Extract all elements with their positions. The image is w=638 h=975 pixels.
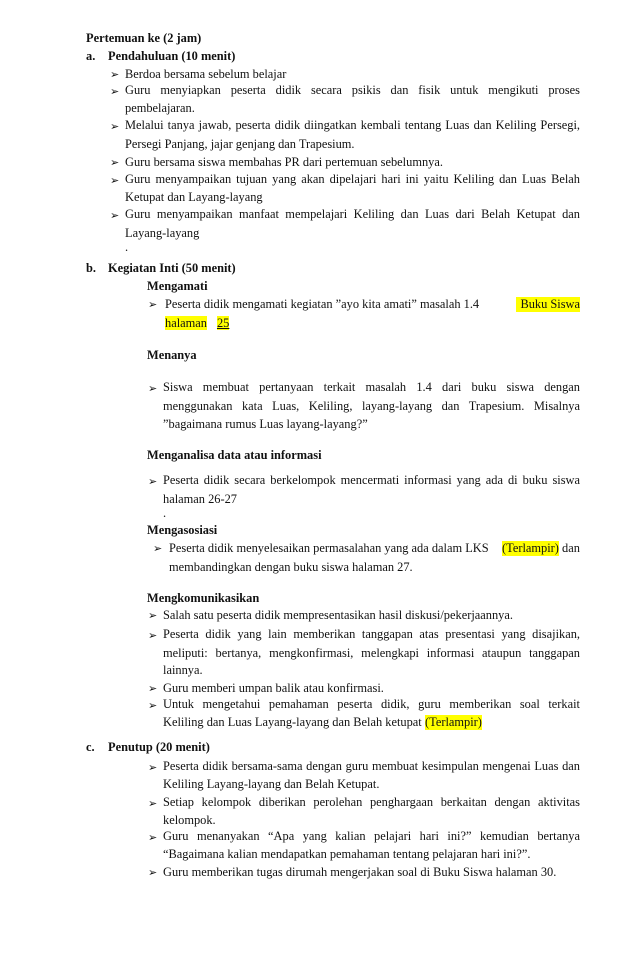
mengamati-heading: Mengamati (147, 279, 208, 293)
penutup-bullet-3-line-2: “Bagaimana kalian mendapatkan pemahaman tentang pelajaran hari ini?”. (163, 847, 531, 861)
sec-a-bullet-5-line-1: Guru menyampaikan tujuan yang akan dipelajari hari ini yaitu Keliling dan Luas Belah (125, 172, 580, 186)
arrow-bullet-icon: ➢ (148, 382, 158, 395)
sec-a-bullet-2-line-1: Guru menyiapkan peserta didik secara psikis dan fisik untuk mengikuti proses (125, 83, 580, 97)
sec-a-bullet-5-line-2: Ketupat dan Layang-layang (125, 190, 263, 204)
mengasosiasi-line-1-text: Peserta didik menyelesaikan permasalahan yang ada dalam LKS (169, 541, 489, 555)
section-b-label: b. (86, 261, 96, 275)
mengamati-line-1 (165, 297, 479, 312)
menganalisa-line-1: Peserta didik secara berkelompok mencermati informasi yang ada di buku siswa (163, 473, 580, 487)
penutup-bullet-2-line-2: kelompok. (163, 813, 216, 827)
highlight-terlampir-lks: (Terlampir) (502, 541, 559, 555)
menganalisa-line-2: halaman 26-27 (163, 492, 237, 506)
mengkomunikasikan-bullet-2-line-3: lainnya. (163, 663, 203, 677)
mengamati-text: Peserta didik mengamati kegiatan ”ayo kita amati” masalah 1.4 (165, 297, 480, 311)
meeting-title: Pertemuan ke (2 jam) (86, 31, 202, 45)
penutup-bullet-4: Guru memberikan tugas dirumah mengerjakan soal di Buku Siswa halaman 30. (163, 865, 557, 879)
section-c-title: Penutup (20 menit) (108, 740, 210, 754)
highlight-buku-siswa: Buku Siswa (516, 297, 580, 312)
arrow-bullet-icon: ➢ (148, 682, 158, 695)
highlight-halaman: halaman (165, 316, 207, 330)
menanya-heading: Menanya (147, 348, 197, 362)
mengasosiasi-line-1-tail: dan (562, 541, 580, 555)
sec-a-bullet-2-line-2: pembelajaran. (125, 101, 195, 115)
sec-a-dot: . (125, 240, 129, 254)
sec-a-bullet-3-line-1: Melalui tanya jawab, peserta didik diingatkan kembali tentang Luas dan Keliling Persegi, (125, 118, 580, 132)
arrow-bullet-icon: ➢ (148, 629, 158, 642)
mengasosiasi-line-2: membandingkan dengan buku siswa halaman 27. (169, 560, 413, 574)
sec-a-bullet-6-line-1: Guru menyampaikan manfaat mempelajari Keliling dan Luas dari Belah Ketupat dan (125, 207, 580, 221)
section-a-label: a. (86, 49, 96, 63)
arrow-bullet-icon: ➢ (153, 542, 163, 555)
highlight-page-25: 25 (216, 316, 230, 330)
arrow-bullet-icon: ➢ (148, 699, 158, 712)
arrow-bullet-icon: ➢ (110, 85, 120, 98)
sec-a-bullet-1: Berdoa bersama sebelum belajar (125, 67, 287, 81)
menganalisa-heading: Menganalisa data atau informasi (147, 448, 322, 462)
arrow-bullet-icon: ➢ (148, 475, 158, 488)
arrow-bullet-icon: ➢ (110, 120, 120, 133)
mengkomunikasikan-bullet-2-line-2: meliputi: bertanya, mengkonfirmasi, melengkapi informasi ataupun tanggapan (163, 646, 580, 660)
arrow-bullet-icon: ➢ (110, 209, 120, 222)
menanya-line-3: ”bagaimana rumus Luas layang-layang?” (163, 417, 368, 431)
mengamati-line-2 (165, 316, 229, 331)
sec-a-bullet-3-line-2: Persegi Panjang, jajar genjang dan Trapesium. (125, 137, 355, 151)
section-a-title: Pendahuluan (10 menit) (108, 49, 236, 63)
arrow-bullet-icon: ➢ (148, 797, 158, 810)
mengasosiasi-heading: Mengasosiasi (147, 523, 218, 537)
menanya-line-1: Siswa membuat pertanyaan terkait masalah 1.4 dari buku siswa dengan (163, 380, 580, 394)
penutup-bullet-1-line-1: Peserta didik bersama-sama dengan guru membuat kesimpulan mengenai Luas dan (163, 759, 580, 773)
section-c-label: c. (86, 740, 95, 754)
arrow-bullet-icon: ➢ (110, 174, 120, 187)
sec-a-bullet-4: Guru bersama siswa membahas PR dari pertemuan sebelumnya. (125, 155, 443, 169)
arrow-bullet-icon: ➢ (148, 831, 158, 844)
mengkomunikasikan-bullet-1: Salah satu peserta didik mempresentasikan hasil diskusi/pekerjaannya. (163, 608, 513, 622)
section-b-title: Kegiatan Inti (50 menit) (108, 261, 236, 275)
menganalisa-dot: . (163, 506, 167, 520)
arrow-bullet-icon: ➢ (110, 68, 120, 81)
sec-a-bullet-6-line-2: Layang-layang (125, 226, 200, 240)
mengkomunikasikan-heading: Mengkomunikasikan (147, 591, 260, 605)
penutup-bullet-1-line-2: Keliling Layang-layang dan Belah Ketupat. (163, 777, 380, 791)
menanya-line-2: menggunakan kata Luas, Keliling, layang-layang dan Trapesium. Misalnya (163, 399, 580, 413)
arrow-bullet-icon: ➢ (148, 866, 158, 879)
mengkomunikasikan-bullet-4-line-2: Keliling dan Luas Layang-layang dan Belah ketupat (163, 715, 422, 729)
penutup-bullet-3-line-1: Guru menanyakan “Apa yang kalian pelajari hari ini?” kemudian bertanya (163, 829, 580, 843)
highlight-terlampir-soal: (Terlampir) (425, 715, 482, 729)
penutup-bullet-2-line-1: Setiap kelompok diberikan perolehan penghargaan berkaitan dengan aktivitas (163, 795, 580, 809)
arrow-bullet-icon: ➢ (148, 609, 158, 622)
mengkomunikasikan-bullet-3: Guru memberi umpan balik atau konfirmasi. (163, 681, 384, 695)
arrow-bullet-icon: ➢ (148, 298, 158, 311)
mengkomunikasikan-bullet-4-line-1: Untuk mengetahui pemahaman peserta didik, guru memberikan soal terkait (163, 697, 580, 711)
arrow-bullet-icon: ➢ (110, 156, 120, 169)
mengkomunikasikan-bullet-2-line-1: Peserta didik yang lain memberikan tanggapan atas presentasi yang disajikan, (163, 627, 580, 641)
arrow-bullet-icon: ➢ (148, 761, 158, 774)
